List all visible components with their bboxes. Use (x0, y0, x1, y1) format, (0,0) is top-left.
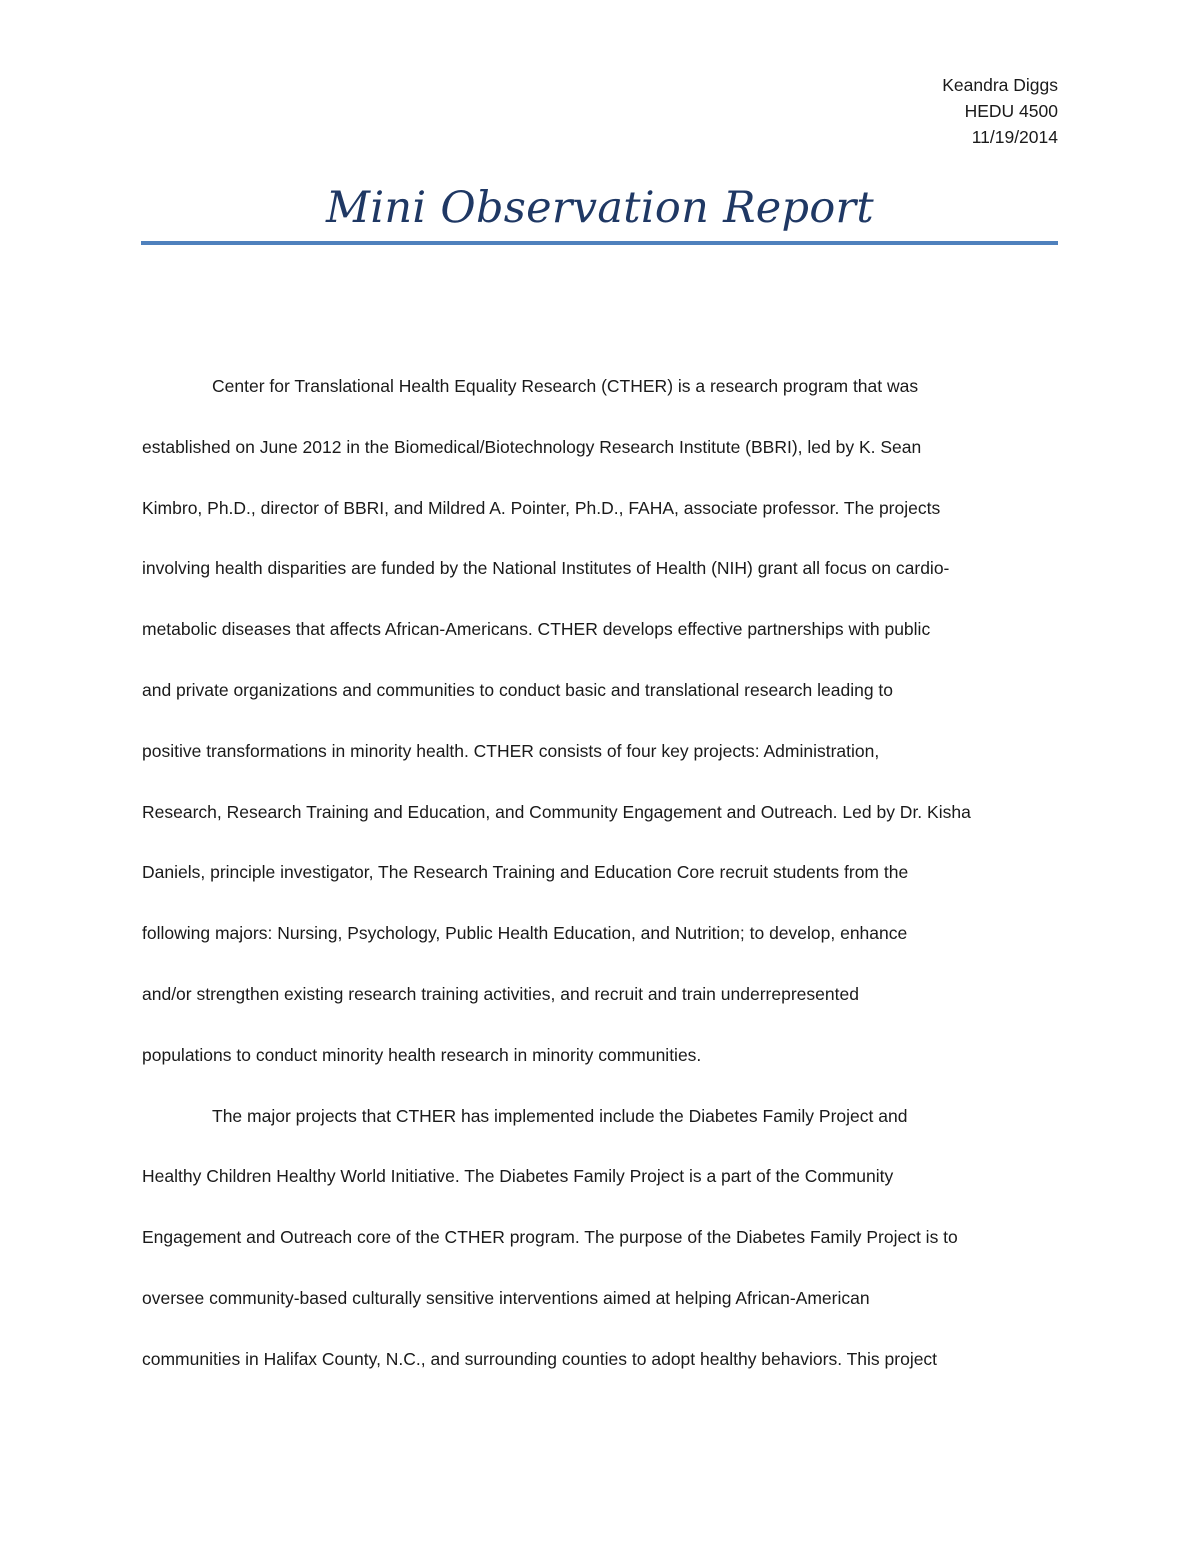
text-line: The major projects that CTHER has implemented include the Diabetes Family Project and (212, 1105, 908, 1126)
text-line: Research, Research Training and Education, and Community Engagement and Outreach. Led by Dr. Kisha (142, 801, 971, 822)
paragraph-1 (142, 356, 1060, 1086)
page-title: Mini Observation Report (326, 183, 874, 233)
author-header (942, 72, 1058, 150)
text-line: involving health disparities are funded by the National Institutes of Health (NIH) grant all focus on cardio- (142, 558, 950, 579)
text-line: established on June 2012 in the Biomedical/Biotechnology Research Institute (BBRI), led by K. Sean (142, 436, 922, 457)
text-line: and/or strengthen existing research training activities, and recruit and train underrepresented (142, 983, 859, 1004)
text-line: and private organizations and communities to conduct basic and translational research leading to (142, 679, 894, 700)
text-line: positive transformations in minority health. CTHER consists of four key projects: Administration, (142, 740, 880, 761)
title-underline (141, 241, 1058, 245)
text-line: following majors: Nursing, Psychology, Public Health Education, and Nutrition; to develop, enhance (142, 923, 908, 944)
text-line: Engagement and Outreach core of the CTHER program. The purpose of the Diabetes Family Project is to (142, 1227, 958, 1248)
text-line: populations to conduct minority health research in minority communities. (142, 1044, 702, 1065)
course-code: HEDU 4500 (964, 101, 1058, 121)
text-line: Kimbro, Ph.D., director of BBRI, and Mildred A. Pointer, Ph.D., FAHA, associate professor. The projects (142, 497, 941, 518)
text-line: oversee community-based culturally sensitive interventions aimed at helping African-American (142, 1287, 870, 1308)
report-date: 11/19/2014 (971, 127, 1058, 147)
author-name: Keandra Diggs (942, 75, 1058, 95)
text-line: communities in Halifax County, N.C., and surrounding counties to adopt healthy behaviors. This project (142, 1348, 938, 1369)
text-line: metabolic diseases that affects African-Americans. CTHER develops effective partnerships with public (142, 619, 931, 640)
text-line: Center for Translational Health Equality Research (CTHER) is a research program that was (212, 376, 919, 396)
text-line: Healthy Children Healthy World Initiative. The Diabetes Family Project is a part of the Community (142, 1166, 894, 1187)
text-line: Daniels, principle investigator, The Research Training and Education Core recruit students from the (142, 862, 909, 883)
body-text (142, 356, 1060, 1390)
paragraph-2 (142, 1086, 1060, 1390)
